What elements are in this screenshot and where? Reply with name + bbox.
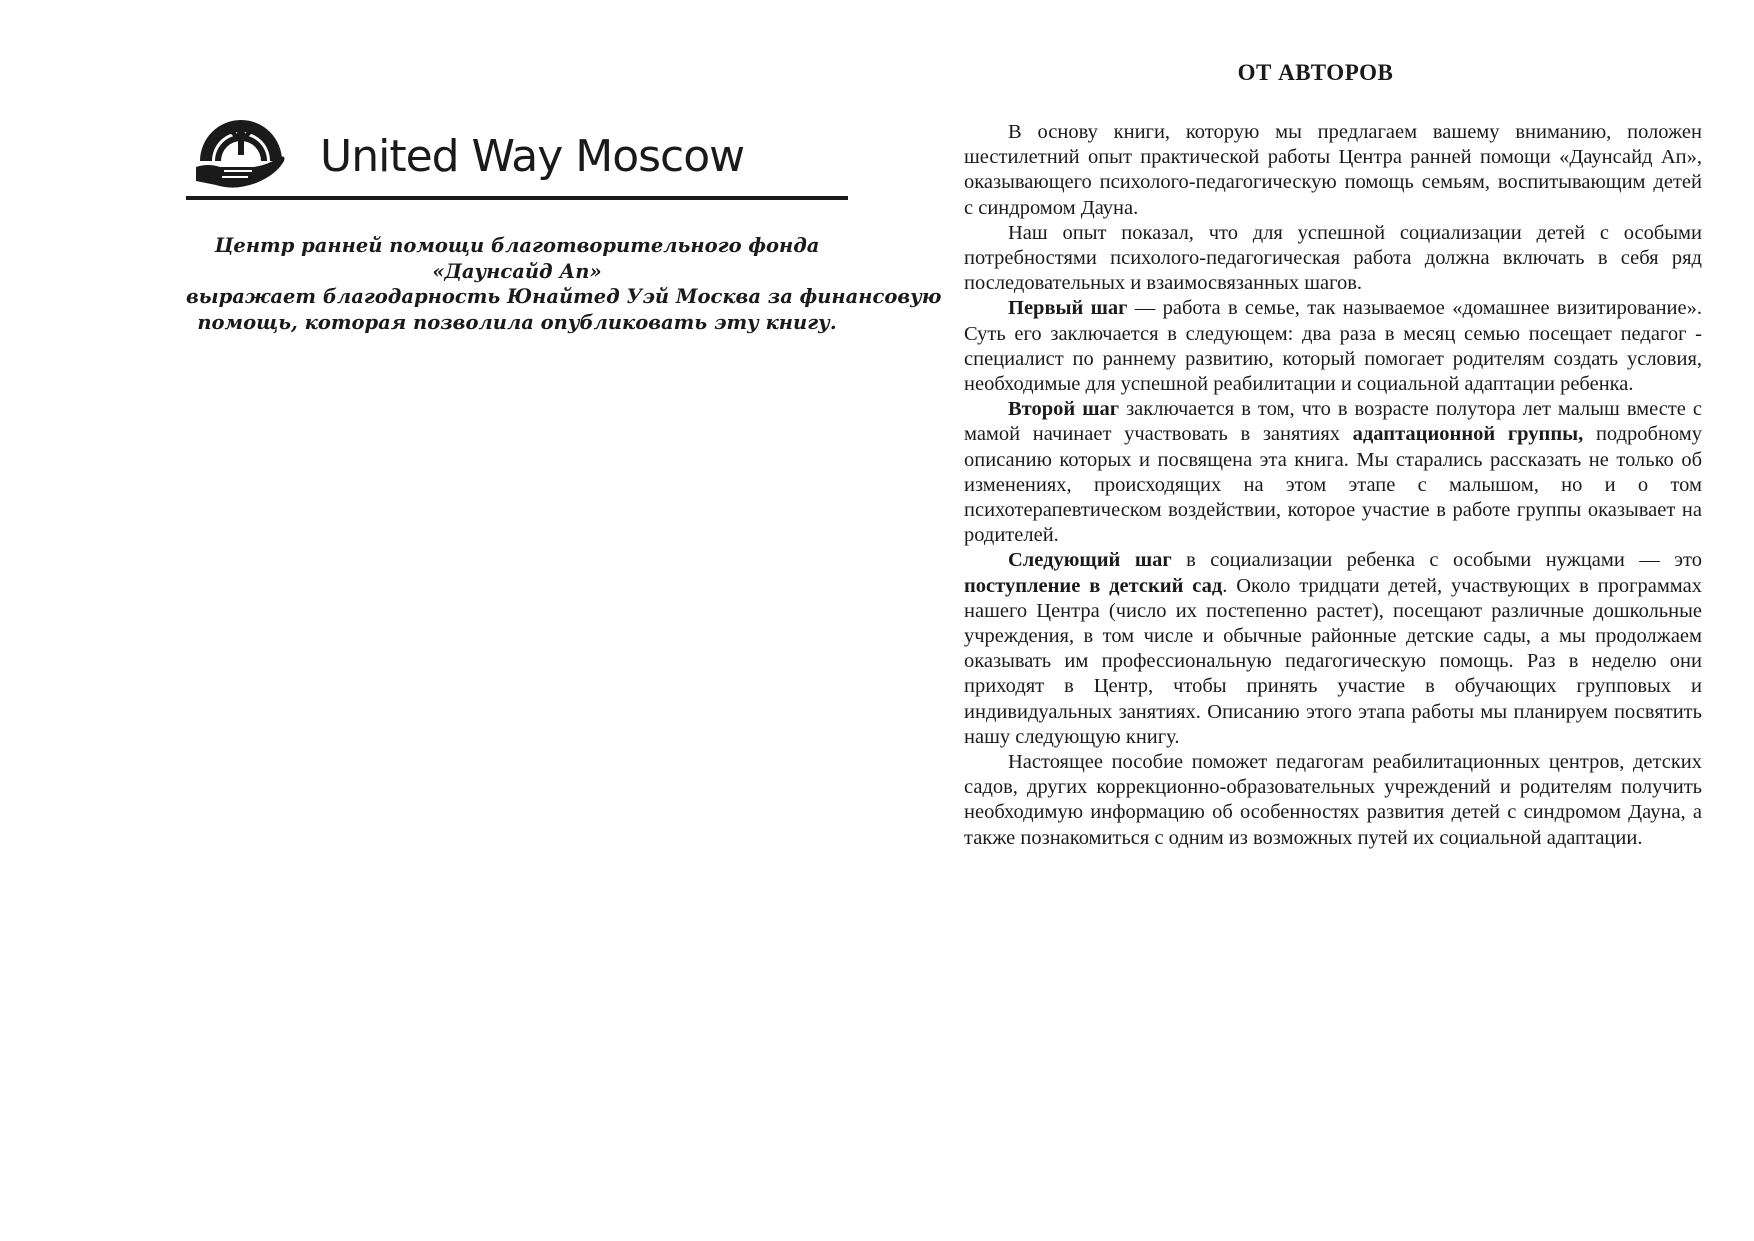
paragraph: Настоящее пособие поможет педагогам реабилитационных центров, детских садов, других коррекционно-образовательных учреждений и родителям получить необходимую информацию об особенностях развития детей с синдромом Дауна, а также познакомиться с одним из возможных путей их социальной адаптации. [964, 751, 1702, 849]
bold-term: Первый шаг [1008, 297, 1128, 320]
paragraph: Наш опыт показал, что для успешной социализации детей с особыми потребностями психолого-педагогическая работа должна включать в себя ряд последовательных и взаимосвязанных шагов. [964, 221, 1702, 295]
paragraph: Второй шаг заключается в том, что в возрасте полутора лет малыш вместе с мамой начинает участвовать в занятиях адаптационной группы, подробному описанию которых и посвящена эта книга. Мы старались рассказать не только об изменениях, происходящих на этом этапе с малышом, но и о том психотерапевтическом воздействии, которое участие в работе группы оказывает на родителей. [964, 398, 1702, 547]
paragraph: Следующий шаг в социализации ребенка с особыми нужцами — это поступление в детский сад. Около тридцати детей, участвующих в программах нашего Центра (число их постепенно растет), посещают различные дошкольные учреждения, в том числе и обычные районные детские сады, а мы продолжаем оказывать им профессиональную педагогическую помощь. Раз в неделю они приходят в Центр, чтобы принять участие в обучающих групповых и индивидуальных занятиях. Описанию этого этапа работы мы планируем посвятить нашу следующую книгу. [964, 549, 1703, 748]
bold-term: Следующий шаг [1008, 549, 1172, 572]
bold-term: поступление в детский сад [964, 574, 1223, 597]
foreword-body [964, 120, 1702, 851]
acknowledgement-text [186, 233, 942, 335]
right-page [877, 0, 1754, 1241]
thanks-line: Центр ранней помощи благотворительного фонда [214, 234, 820, 257]
logo-wordmark: United Way Moscow [320, 131, 745, 182]
thanks-line: помощь, которая позволила опубликовать эту книгу. [197, 310, 837, 334]
bold-term: Второй шаг [1008, 398, 1120, 421]
page-title-text: ОТ АВТОРОВ [1237, 60, 1394, 85]
logo-underline [186, 196, 848, 200]
thanks-line: выражает благодарность Юнайтед Уэй Москва за финансовую [186, 285, 942, 308]
thanks-line: «Даунсайд Ап» [432, 259, 602, 283]
united-way-hand-emblem-icon [194, 105, 288, 193]
paragraph: Первый шаг — работа в семье, так называемое «домашнее визитирование». Суть его заключается в следующем: два раза в месяц семью посещает педагог - специалист по раннему развитию, который помогает родителям создать условия, необходимые для успешной реабилитации и социальной адаптации ребенка. [964, 297, 1702, 396]
paragraph: В основу книги, которую мы предлагаем вашему вниманию, положен шестилетний опыт практической работы Центра ранней помощи «Даунсайд Ап», оказывающего психолого-педагогическую помощь семьям, воспитывающим детей с синдромом Дауна. [964, 121, 1702, 219]
united-way-logo [186, 105, 848, 205]
bold-term: адаптационной группы, [1352, 423, 1584, 446]
